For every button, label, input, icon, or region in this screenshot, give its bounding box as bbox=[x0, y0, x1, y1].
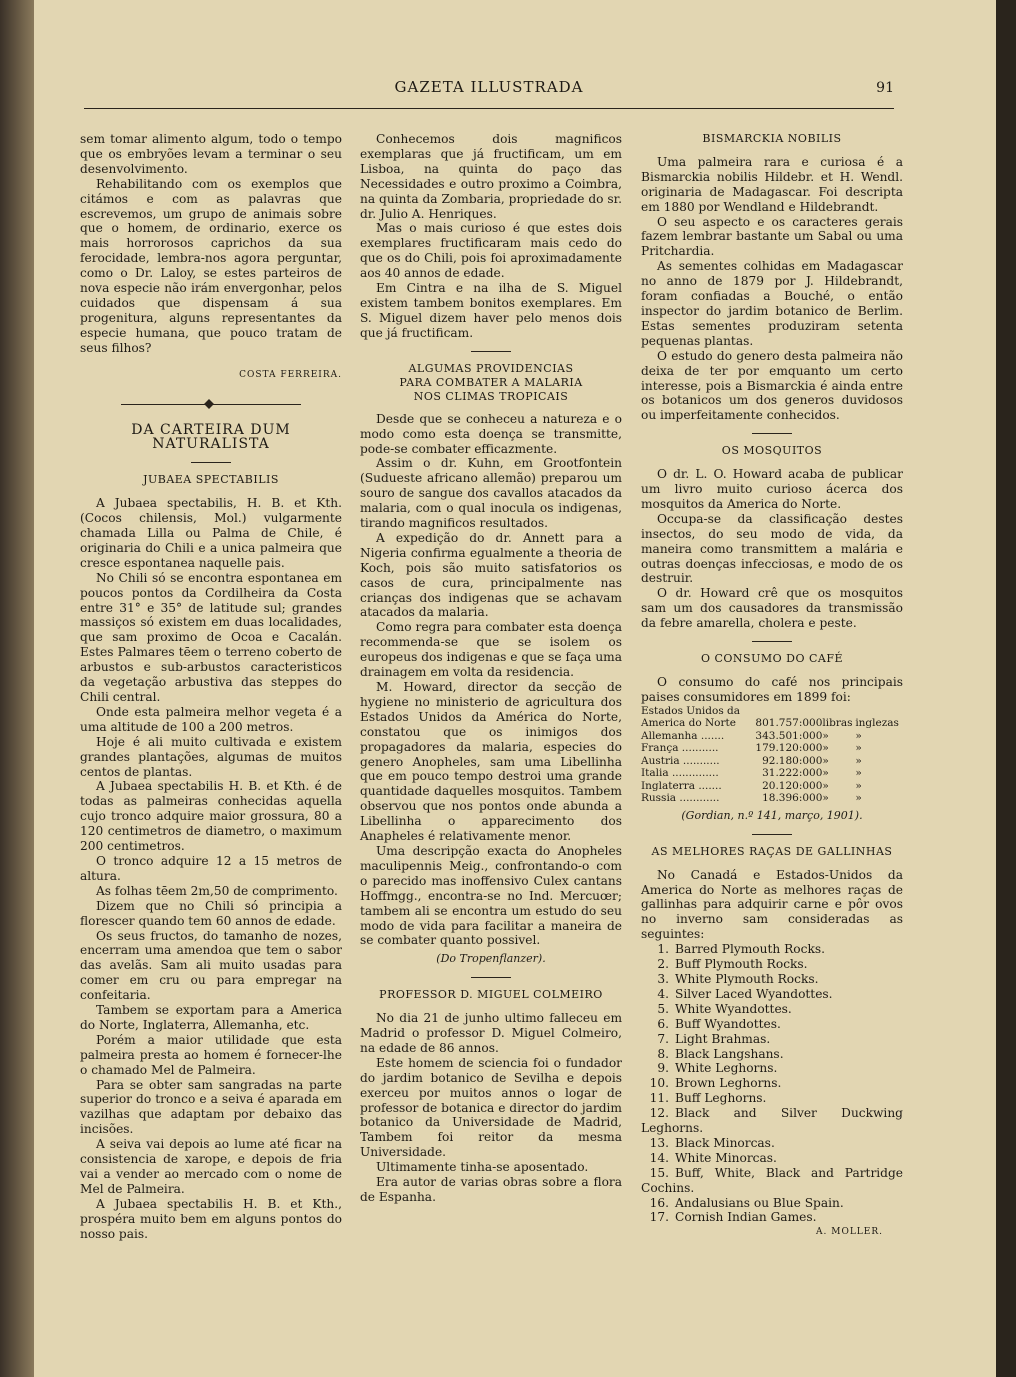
table-cell-value bbox=[749, 705, 822, 718]
list-item bbox=[641, 1091, 903, 1106]
list-item-number: 8. bbox=[657, 1046, 669, 1061]
list-item bbox=[641, 957, 903, 972]
table-cell-value: 20.120:000 bbox=[762, 779, 823, 792]
column-3 bbox=[641, 132, 903, 1240]
paragraph: A seiva vai depois ao lume até ficar na consistencia de xarope, e depois de fria vai a vender ao mercado com o nome de Mel de Palmeira. bbox=[80, 1137, 342, 1196]
table-cell-unit: » bbox=[855, 767, 862, 780]
paragraph: A Jubaea spectabilis, H. B. et Kth. (Cocos chilensis, Mol.) vulgarmente chamada Lilla ou Palma de Chile, é originaria do Chili e a unica palmeira que cresce espontanea naquelle pais. bbox=[80, 496, 342, 570]
paragraph: As folhas tēem 2m,50 de comprimento. bbox=[96, 883, 338, 898]
table-row bbox=[641, 742, 903, 755]
table-cell-value: 92.180:000 bbox=[762, 754, 823, 767]
table-cell-country: França ........... bbox=[641, 742, 719, 755]
section-heading: DA CARTEIRA DUM NATURALISTA bbox=[131, 421, 291, 453]
list-item-number: 1. bbox=[657, 942, 669, 957]
paragraph: No dia 21 de junho ultimo falleceu em Madrid o professor D. Miguel Colmeiro, na edade de 86 annos. bbox=[360, 1011, 622, 1055]
divider bbox=[471, 351, 511, 352]
column-1 bbox=[80, 132, 342, 1242]
table-row bbox=[641, 792, 903, 805]
table-cell-unit: » bbox=[822, 792, 829, 805]
paragraph: A Jubaea spectabilis H. B. et Kth., prospéra muito bem em alguns pontos do nosso pais. bbox=[80, 1196, 342, 1241]
list-item-label: Light Brahmas. bbox=[675, 1031, 771, 1046]
table-row bbox=[641, 717, 903, 730]
paragraph: O consumo do café nos principais paises consumidores em 1899 foi: bbox=[641, 675, 903, 704]
article-title: BISMARCKIA NOBILIS bbox=[702, 132, 842, 145]
paragraph: Assim o dr. Kuhn, em Grootfontein (Sudueste africano allemão) preparou um souro de sangue dos cavallos atacados da malaria, com o qual inocula os indigenas, tirando magnificos resultados. bbox=[360, 456, 622, 531]
table-cell-country: Estados Unidos da bbox=[641, 704, 741, 717]
list-item bbox=[641, 1061, 903, 1076]
table-cell-unit: libras bbox=[822, 717, 853, 730]
article-title: OS MOSQUITOS bbox=[721, 444, 823, 458]
article-title-line: PARA COMBATER A MALARIA bbox=[399, 375, 583, 389]
table-cell-unit: » bbox=[822, 779, 829, 792]
list-item-label: Andalusians ou Blue Spain. bbox=[675, 1195, 844, 1210]
paragraph: Este homem de sciencia foi o fundador do jardim botanico de Sevilha e depois exerceu por muitos annos o logar de professor de botanica e director do jardim botanico da Universidade de Madrid, Tambem foi reitor da mesma Universidade. bbox=[360, 1055, 622, 1160]
paragraph: Ultimamente tinha-se aposentado. bbox=[376, 1160, 589, 1175]
list-item bbox=[641, 972, 903, 987]
list-item bbox=[641, 1076, 903, 1091]
table-row bbox=[641, 780, 903, 793]
list-item bbox=[641, 942, 903, 957]
table-cell-unit: » bbox=[855, 792, 862, 805]
paragraph: O seu aspecto e os caracteres gerais fazem lembrar bastante um Sabal ou uma Pritchardia. bbox=[641, 214, 903, 259]
table-cell-country: Inglaterra ....... bbox=[641, 779, 722, 792]
paragraph: Hoje é ali muito cultivada e existem grandes plantações, algumas de muitos centos de plantas. bbox=[80, 734, 342, 779]
coffee-consumption-table bbox=[641, 705, 903, 805]
divider bbox=[752, 433, 792, 434]
list-item-number: 11. bbox=[649, 1091, 669, 1106]
list-item bbox=[641, 1047, 903, 1062]
paragraph: Tambem se exportam para a America do Norte, Inglaterra, Allemanha, etc. bbox=[80, 1003, 342, 1032]
table-cell-unit bbox=[822, 705, 855, 718]
paragraph: A Jubaea spectabilis H. B. et Kth. é de todas as palmeiras conhecidas aquella cujo tronco adquire maior grossura, 80 a 120 centimetros de diametro, o maximum 200 centimetros. bbox=[80, 779, 342, 854]
table-cell-country: Allemanha ....... bbox=[641, 729, 725, 742]
list-item bbox=[641, 1002, 903, 1017]
breed-list bbox=[641, 942, 903, 1225]
table-cell-value: 18.396:000 bbox=[762, 792, 823, 805]
paragraph: Era autor de varias obras sobre a flora de Espanha. bbox=[360, 1175, 622, 1204]
table-cell-unit: » bbox=[855, 742, 862, 755]
author-signature: A. MOLLER. bbox=[816, 1227, 883, 1238]
list-item-number: 13. bbox=[649, 1135, 669, 1150]
list-item-number: 5. bbox=[657, 1001, 669, 1016]
table-cell-unit: » bbox=[855, 754, 862, 767]
table-cell-value: 31.222:000 bbox=[762, 767, 823, 780]
list-item-number: 15. bbox=[649, 1165, 669, 1180]
article-title: JUBAEA SPECTABILIS bbox=[143, 473, 279, 487]
paragraph: Conhecemos dois magnificos exemplaras que já fructificam, um em Lisboa, na quinta do paço das Necessidades e outro proximo a Coimbra, na quinta da Zombaria, propriedade do sr. dr. Julio A. Henriques. bbox=[360, 132, 622, 221]
table-cell-value: 801.757:000 bbox=[755, 717, 823, 730]
table-cell-unit: » bbox=[855, 729, 862, 742]
page-gutter bbox=[0, 0, 34, 1377]
list-item-label: Buff Plymouth Rocks. bbox=[675, 957, 808, 972]
list-item bbox=[641, 1210, 903, 1225]
article-title-line: ALGUMAS PROVIDENCIAS bbox=[408, 361, 574, 375]
article-title: O CONSUMO DO CAFÉ bbox=[700, 652, 843, 666]
list-item-number: 9. bbox=[657, 1061, 669, 1076]
list-item-number: 17. bbox=[649, 1210, 669, 1225]
list-item bbox=[641, 1151, 903, 1166]
paragraph: Os seus fructos, do tamanho de nozes, encerram uma amendoa que tem o sabor das avelãs. Sam ali muito usadas para comer em cru ou para empregar na confeitaria. bbox=[80, 928, 342, 1003]
list-item-label: Barred Plymouth Rocks. bbox=[675, 942, 825, 957]
paragraph: No Chili só se encontra espontanea em poucos pontos da Cordilheira da Costa entre 31° e 35° de latitude sul; grandes massiços só existem em duas localidades, que sam proximo de Ocoa e Cacalán. Estes Palmares tēem o terreno coberto de arbustos e sub-arbustos caracteristicos da vegetação arbustiva das steppes do Chili central. bbox=[80, 570, 342, 704]
list-item-label: Brown Leghorns. bbox=[675, 1076, 782, 1091]
article-title: PROFESSOR D. MIGUEL COLMEIRO bbox=[379, 988, 603, 1002]
list-item-label: White Minorcas. bbox=[675, 1150, 777, 1165]
paragraph: Desde que se conheceu a natureza e o modo como esta doença se transmitte, pode-se combater efficazmente. bbox=[360, 411, 622, 456]
list-item-label: Buff Wyandottes. bbox=[675, 1016, 781, 1031]
table-row bbox=[641, 705, 903, 718]
table-cell-country: Russia ............ bbox=[641, 792, 720, 805]
page-number: 91 bbox=[876, 80, 894, 96]
list-item bbox=[641, 1106, 903, 1136]
list-item-label: Silver Laced Wyandottes. bbox=[675, 986, 833, 1001]
table-cell-value: 179.120:000 bbox=[755, 742, 823, 755]
article-title: AS MELHORES RAÇAS DE GALLINHAS bbox=[651, 844, 893, 858]
list-item-number: 4. bbox=[657, 986, 669, 1001]
paragraph: No Canadá e Estados-Unidos da America do Norte as melhores raças de gallinhas para adquirir carne e pôr ovos no inverno sam consideradas as seguintes: bbox=[641, 867, 903, 942]
list-item-label: White Plymouth Rocks. bbox=[675, 971, 819, 986]
list-item-number: 14. bbox=[649, 1150, 669, 1165]
ornament-divider bbox=[121, 397, 301, 411]
article-title bbox=[360, 362, 622, 404]
paragraph: Occupa-se da classificação destes insectos, do seu modo de vida, da maneira como transmittem a malária e outras doenças infecciosas, e modo de os destruir. bbox=[641, 511, 903, 586]
table-cell-country: Austria ........... bbox=[641, 754, 720, 767]
paragraph: Dizem que no Chili só principia a florescer quando tem 60 annos de edade. bbox=[80, 898, 342, 928]
author-signature: COSTA FERREIRA. bbox=[239, 369, 342, 380]
list-item bbox=[641, 1017, 903, 1032]
table-cell-country: America do Norte bbox=[641, 717, 736, 730]
table-cell-unit bbox=[855, 705, 903, 718]
table-cell-unit: » bbox=[822, 767, 829, 780]
table-cell-unit: » bbox=[855, 779, 862, 792]
list-item bbox=[641, 1166, 903, 1196]
divider bbox=[471, 977, 511, 978]
list-item-label: Black and Silver Duckwing Leghorns. bbox=[641, 1106, 903, 1136]
article-title-line: NOS CLIMAS TROPICAIS bbox=[413, 389, 569, 403]
table-cell-unit: inglezas bbox=[855, 717, 899, 730]
table-cell-unit: » bbox=[822, 742, 829, 755]
paragraph: O dr. Howard crê que os mosquitos sam um dos causadores da transmissão da febre amarella, cholera e peste. bbox=[641, 586, 903, 631]
list-item bbox=[641, 1032, 903, 1047]
list-item-label: White Leghorns. bbox=[675, 1061, 778, 1076]
table-row bbox=[641, 767, 903, 780]
paragraph: Porém a maior utilidade que esta palmeira presta ao homem é fornecer-lhe o chamado Mel de Palmeira. bbox=[80, 1032, 342, 1077]
list-item-number: 7. bbox=[657, 1031, 669, 1046]
paragraph: As sementes colhidas em Madagascar no anno de 1879 por J. Hildebrandt, foram confiadas a Bouché, o então inspector do jardim botanico de Berlim. Estas sementes produziram setenta pequenas plantas. bbox=[641, 259, 903, 348]
list-item-label: Buff, White, Black and Partridge Cochins. bbox=[641, 1165, 903, 1195]
table-cell-value: 343.501:000 bbox=[755, 729, 823, 742]
divider bbox=[191, 462, 231, 463]
list-item-number: 12. bbox=[649, 1106, 669, 1121]
list-item-number: 16. bbox=[649, 1195, 669, 1210]
paragraph: Em Cintra e na ilha de S. Miguel existem tambem bonitos exemplares. Em S. Miguel dizem haver pelo menos dois que já fructificam. bbox=[360, 281, 622, 340]
paragraph: Como regra para combater esta doença recommenda-se que se isolem os europeus dos indigenas e que se faça uma drainagem em volta da residencia. bbox=[360, 620, 622, 680]
list-item-label: Black Minorcas. bbox=[675, 1135, 775, 1150]
paragraph: sem tomar alimento algum, todo o tempo que os embryões levam a terminar o seu desenvolvimento. bbox=[80, 132, 342, 176]
paragraph: O tronco adquire 12 a 15 metros de altura. bbox=[80, 853, 342, 883]
source-credit: (Do Tropenflanzer). bbox=[436, 952, 546, 966]
paragraph: Rehabilitando com os exemplos que citámos e com as palavras que escrevemos, um grupo de animais sobre que o homem, de ordinario, exerce os mais horrorosos caprichos da sua ferocidade, lembra-nos agora perguntar, como o Dr. Laloy, se estes parteiros de nova especie não irám envergonhar, pelos cuidados que dispensam á sua progenitura, alguns representantes da especie humana, que pouco tratam de seus filhos? bbox=[80, 176, 342, 355]
paragraph: A expedição do dr. Annett para a Nigeria confirma egualmente a theoria de Koch, pois são muito satisfatorios os casos de cura, principalmente nas crianças dos indigenas que se achavam atacados da malaria. bbox=[360, 530, 622, 620]
table-cell-unit: » bbox=[822, 754, 829, 767]
paragraph: Para se obter sam sangradas na parte superior do tronco e a seiva é aparada em vazilhas que adaptam por debaixo das incisões. bbox=[80, 1077, 342, 1137]
list-item-number: 2. bbox=[657, 957, 669, 972]
list-item-label: Buff Leghorns. bbox=[675, 1091, 767, 1106]
paragraph: Uma palmeira rara e curiosa é a Bismarckia nobilis Hildebr. et H. Wendl. originaria de Madagascar. Foi descripta em 1880 por Wendland e Hildebrandt. bbox=[641, 154, 903, 214]
list-item-number: 3. bbox=[657, 971, 669, 986]
table-row bbox=[641, 755, 903, 768]
list-item-number: 10. bbox=[649, 1076, 669, 1091]
table-row bbox=[641, 730, 903, 743]
table-cell-country: Italia .............. bbox=[641, 767, 719, 780]
list-item-number: 6. bbox=[657, 1016, 669, 1031]
table-cell-unit: » bbox=[822, 729, 829, 742]
header-rule bbox=[84, 108, 894, 109]
list-item-label: White Wyandottes. bbox=[675, 1001, 792, 1016]
list-item-label: Cornish Indian Games. bbox=[675, 1210, 817, 1225]
source-credit: (Gordian, n.º 141, março, 1901). bbox=[681, 808, 863, 822]
list-item bbox=[641, 1136, 903, 1151]
list-item bbox=[641, 987, 903, 1002]
column-2 bbox=[360, 132, 622, 1205]
newspaper-page bbox=[34, 0, 996, 1377]
paragraph: Uma descripção exacta do Anopheles maculipennis Meig., confrontando-o com o parecido mas inoffensivo Culex cantans Hoffmgg., encontra-se no Ind. Mercuœr; tambem ali se encontra um estudo do seu modo de vida para facilitar a maneira de se combater quanto possivel. bbox=[360, 843, 622, 948]
list-item-label: Black Langshans. bbox=[675, 1046, 784, 1061]
divider bbox=[752, 641, 792, 642]
divider bbox=[752, 834, 792, 835]
paragraph: Onde esta palmeira melhor vegeta é a uma altitude de 100 a 200 metros. bbox=[80, 704, 342, 734]
list-item bbox=[641, 1196, 903, 1211]
paragraph: O estudo do genero desta palmeira não deixa de ter por emquanto um certo interesse, pois a Bismarckia é ainda entre os botanicos um dos generos duvidosos ou imperfeitamente conhecidos. bbox=[641, 348, 903, 423]
paragraph: Mas o mais curioso é que estes dois exemplares fructificaram mais cedo do que os do Chili, pois foi aproximadamente aos 40 annos de edade. bbox=[360, 221, 622, 281]
page-header bbox=[84, 78, 894, 100]
publication-title: GAZETA ILLUSTRADA bbox=[394, 78, 584, 96]
paragraph: O dr. L. O. Howard acaba de publicar um livro muito curioso ácerca dos mosquitos da America do Norte. bbox=[641, 467, 903, 511]
paragraph: M. Howard, director da secção de hygiene no ministerio de agricultura dos Estados Unidos da América do Norte, constatou que os inimigos dos propagadores da malaria, especies do genero Anopheles, sam uma Libellinha que em pouco tempo destroi uma grande quantidade daquelles mosquitos. Tambem observou que nos pontos onde abunda a Libellinha o apparecimento dos Anapheles é relativamente menor. bbox=[360, 680, 622, 844]
